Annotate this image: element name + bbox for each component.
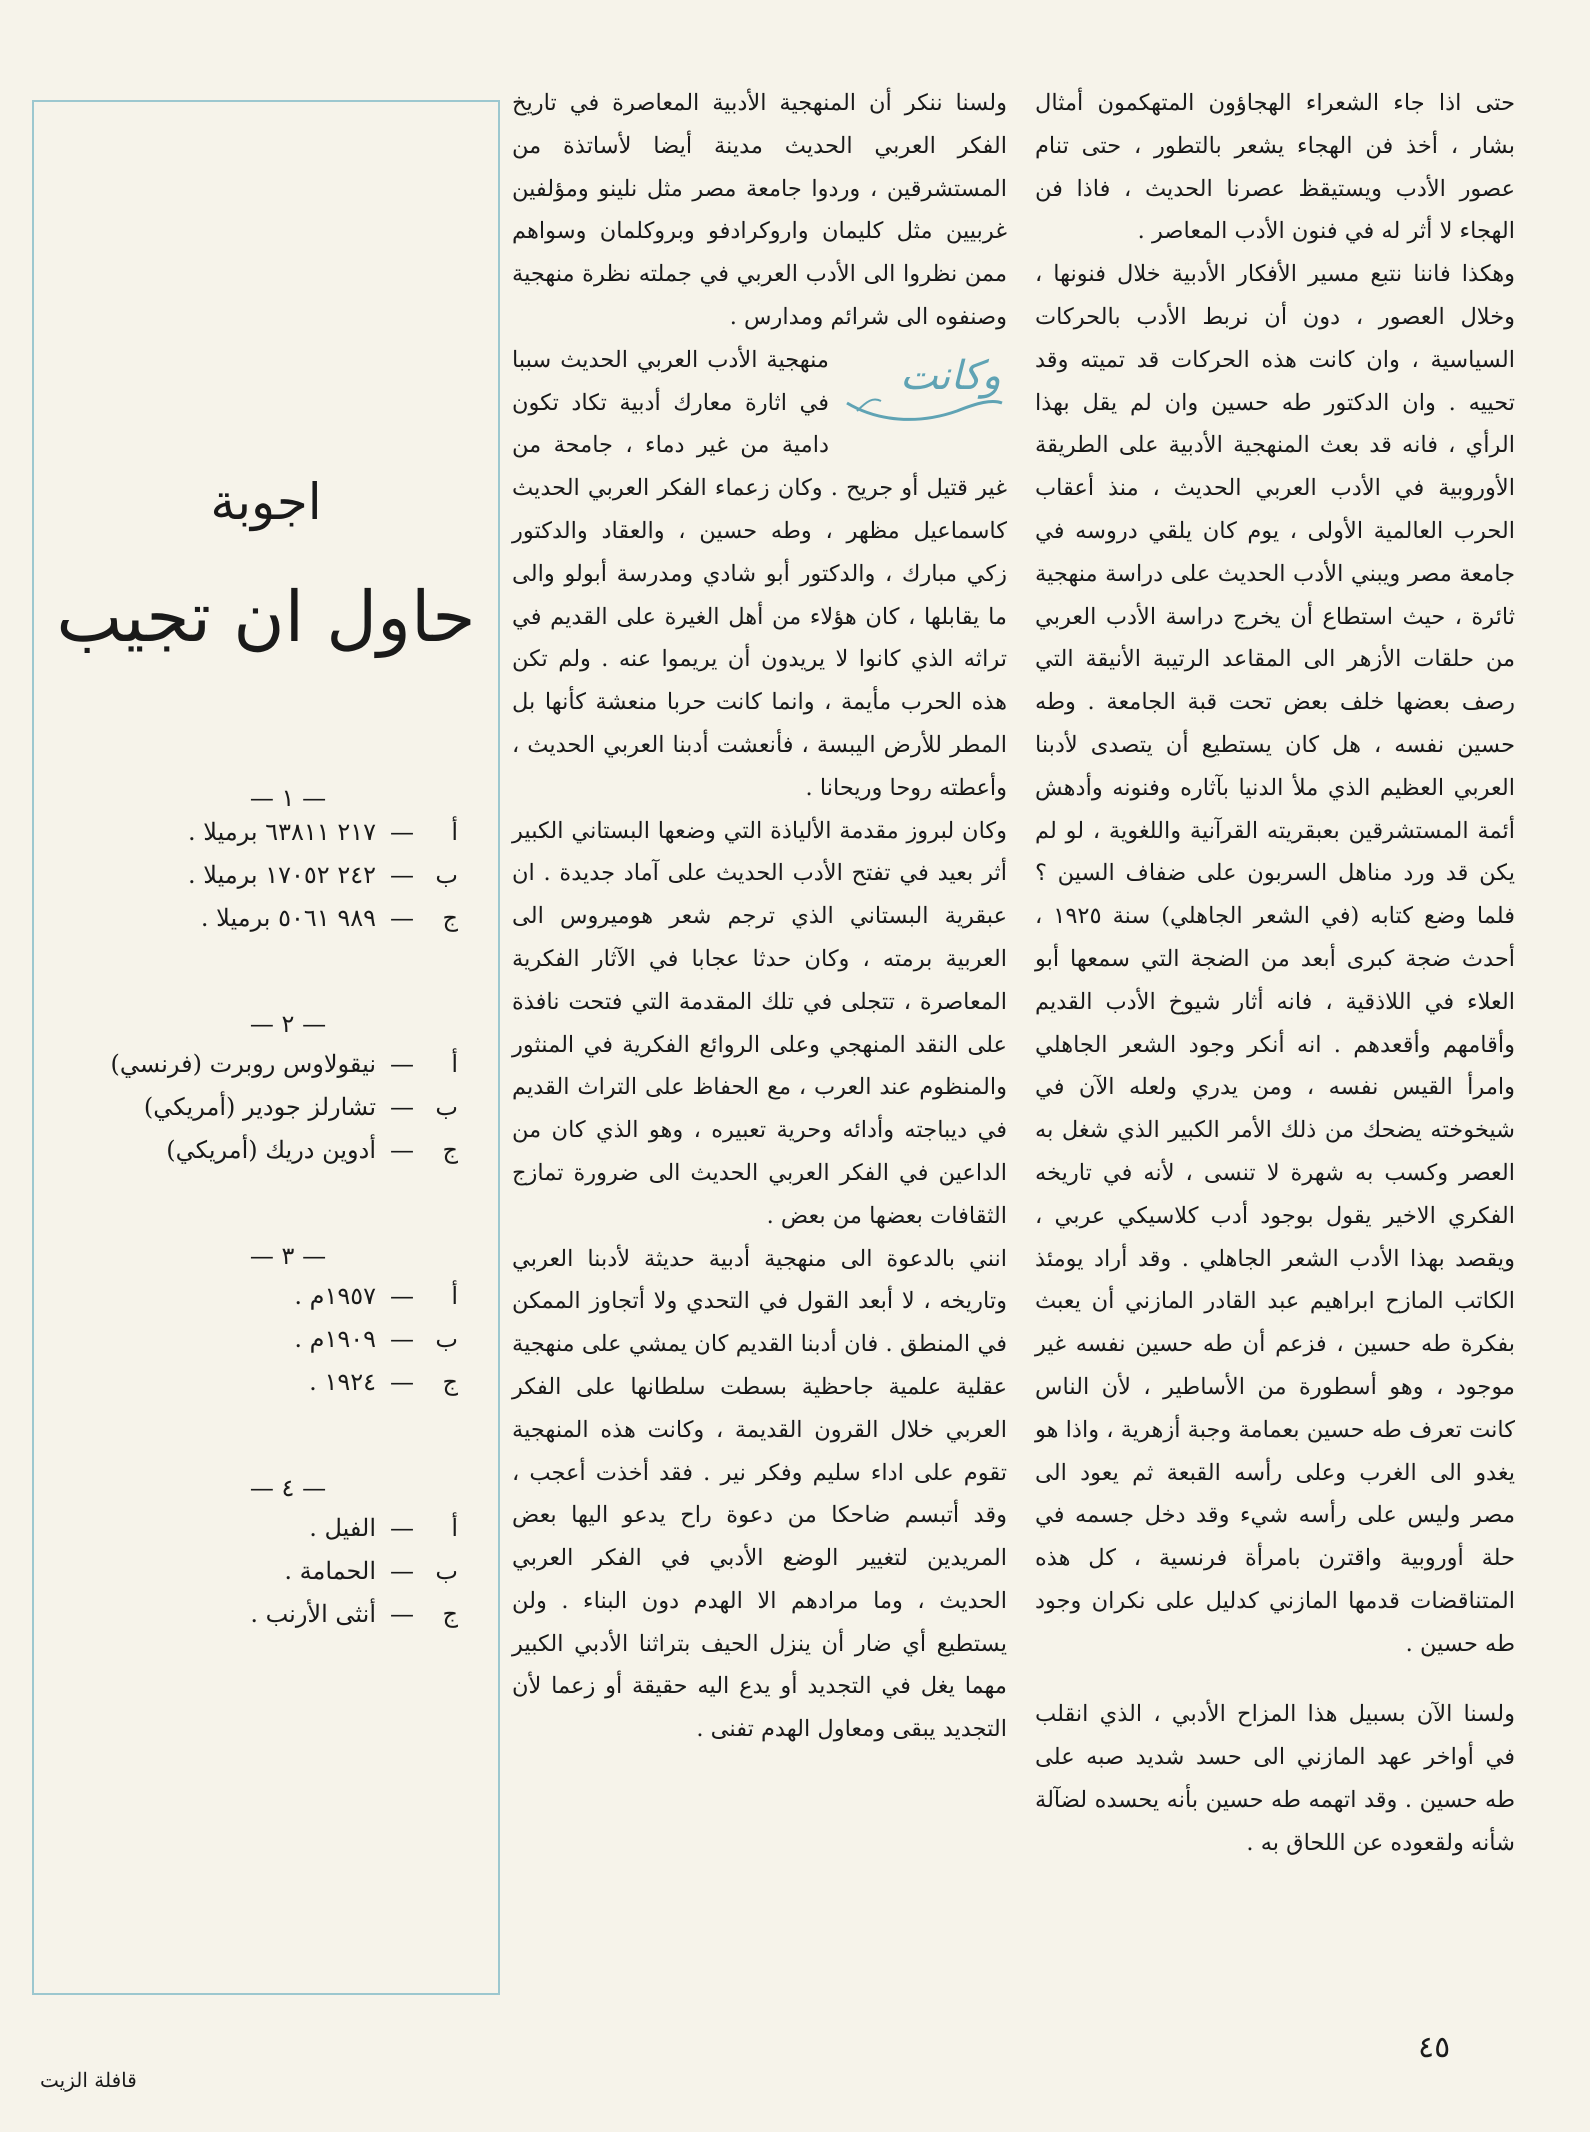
answer-item: ب—تشارلز جودير (أمريكي) xyxy=(144,1087,458,1127)
article-paragraph: انني بالدعوة الى منهجية أدبية حديثة لأدبنا العربي وتاريخه ، لا أبعد القول في التحدي ولا أتجاوز الممكن في المنطق . فان أدبنا القديم كان يمشي على منهجية عقلية علمية جاحظية بسطت سلطانها على الفكر العربي خلال القرون القديمة ، وكانت هذه المنهجية تقوم على اداء سليم وفكر نير . فقد أخذت أعجب ، وقد أتبسم ضاحكا من دعوة راح يدعو اليها بعض المريدين لتغيير الوضع الأدبي في الفكر العربي الحديث ، وما مرادهم الا الهدم دون البناء . ولن يستطيع أي ضار أن ينزل الحيف بتراثنا الأدبي الكبير مهما يغل في التجديد أو يدع اليه حقيقة أو زعما لأن التجديد يبقى ومعاول الهدم تفنى . xyxy=(512,1245,1007,1743)
lead-paragraph-text: منهجية الأدب العربي الحديث سببا في اثارة معارك أدبية تكاد تكون دامية من غير دماء ، جامحة من غير قتيل أو جريح . وكان زعماء الفكر العربي الحديث كاسماعيل مظهر ، وطه حسين ، والعقاد والدكتور زكي مبارك ، والدكتور أبو شادي ومدرسة أبولو والى ما يقابلها ، كان هؤلاء من أهل الغيرة على القديم في تراثه الذي كانوا لا يريدون أن يريموا عنه . ولم تكن هذه الحرب مأيمة ، وانما كانت حربا منعشة كأنها بل المطر للأرض اليبسة ، فأنعشت أدبنا العربي الحديث ، وأعطته روحا وريحانا . xyxy=(512,346,1007,801)
answer-item: ب—١٩٠٩م . xyxy=(294,1319,458,1359)
answer-text: نيقولاوس روبرت (فرنسي) xyxy=(110,1050,376,1078)
answer-item: أ—١٩٥٧م . xyxy=(294,1276,458,1316)
answer-item: أ—٢١٧ ٦٣٨١١ برميلا . xyxy=(188,812,458,852)
answer-group-number: — ٣ — xyxy=(249,1242,327,1270)
answer-text: الفيل . xyxy=(309,1514,376,1542)
decorative-lead-word xyxy=(837,341,1007,441)
page-number: ٤٥ xyxy=(1418,2030,1451,2065)
magazine-name: قافلة الزيت xyxy=(40,2068,137,2092)
answer-item: أ—نيقولاوس روبرت (فرنسي) xyxy=(110,1044,458,1084)
answer-letter: ج xyxy=(442,904,458,932)
answer-item: ج—١٩٢٤ . xyxy=(309,1362,458,1402)
answer-letter: ب xyxy=(435,861,458,889)
answer-letter: أ xyxy=(451,1050,458,1078)
answers-subtitle: حاول ان تجيب xyxy=(56,576,476,658)
answer-group-number: — ١ — xyxy=(249,784,327,812)
answer-text: الحمامة . xyxy=(284,1557,376,1585)
article-right-column xyxy=(1035,82,1515,1865)
answer-text: ٢٤٢ ١٧٠٥٢ برميلا . xyxy=(188,861,376,889)
answer-text: أنثى الأرنب . xyxy=(250,1600,376,1628)
answer-item: ج—أنثى الأرنب . xyxy=(250,1594,458,1634)
answer-group-number: — ٢ — xyxy=(249,1010,327,1038)
answer-letter: ب xyxy=(435,1093,458,1121)
answer-letter: ب xyxy=(435,1325,458,1353)
answer-text: أدوين دريك (أمريكي) xyxy=(166,1136,376,1164)
article-paragraph: ولسنا الآن بسبيل هذا المزاح الأدبي ، الذي انقلب في أواخر عهد المازني الى حسد شديد صبه على طه حسين . وقد اتهمه طه حسين بأنه يحسده لضآلة شأنه ولقعوده عن اللحاق به . xyxy=(1035,1701,1515,1856)
answer-item: أ—الفيل . xyxy=(309,1508,458,1548)
answer-item: ج—أدوين دريك (أمريكي) xyxy=(166,1130,458,1170)
article-middle-column xyxy=(512,82,1007,1751)
answers-box xyxy=(32,100,500,1995)
answer-letter: ج xyxy=(442,1136,458,1164)
answer-letter: ب xyxy=(435,1557,458,1585)
answer-letter: أ xyxy=(451,1514,458,1542)
answer-letter: ج xyxy=(442,1368,458,1396)
answer-text: ١٩٠٩م . xyxy=(294,1325,376,1353)
answer-text: ٢١٧ ٦٣٨١١ برميلا . xyxy=(188,818,376,846)
article-paragraph: ولسنا ننكر أن المنهجية الأدبية المعاصرة في تاريخ الفكر العربي الحديث مدينة أيضا لأساتذة من المستشرقين ، وردوا جامعة مصر مثل نلينو ومؤلفين غربيين مثل كليمان واروكرادفو وبروكلمان وسواهم ممن نظروا الى الأدب العربي في جملته نظرة منهجية وصنفوه الى شرائم ومدارس . xyxy=(512,90,1007,330)
article-paragraph: وكان لبروز مقدمة الألياذة التي وضعها البستاني الكبير أثر بعيد في تفتح الأدب الحديث على آماد جديدة . ان عبقرية البستاني الذي ترجم شعر هوميروس الى العربية برمته ، وكان حدثا عجابا في الآثار الفكرية المعاصرة ، تتجلى في تلك المقدمة التي فتحت نافذة على النقد المنهجي وعلى الروائع الفكرية في المنثور والمنظوم عند العرب ، مع الحفاظ على التراث القديم في ديباجته وأدائه وحرية تعبيره ، وهو الذي كان من الداعين في الفكر العربي الحديث الى ضرورة تمازج الثقافات بعضها من بعض . xyxy=(512,817,1007,1229)
lead-word: وكانت xyxy=(900,352,1001,399)
answer-text: ٩٨٩ ٥٠٦١ برميلا . xyxy=(200,904,376,932)
article-paragraph xyxy=(512,339,1007,810)
answer-item: ب—٢٤٢ ١٧٠٥٢ برميلا . xyxy=(188,855,458,895)
answers-title: اجوبة xyxy=(210,473,322,531)
article-paragraph: وهكذا فاننا نتبع مسير الأفكار الأدبية خلال فنونها ، وخلال العصور ، دون أن نربط الأدب بالحركات السياسية ، وان كانت هذه الحركات قد تميته وقد تحييه . وان الدكتور طه حسين وان لم يقل بهذا الرأي ، فانه قد بعث المنهجية الأدبية على الطريقة الأوروبية في الأدب العربي الحديث ، منذ أعقاب الحرب العالمية الأولى ، يوم كان يلقي دروسه في جامعة مصر ويبني الأدب الحديث على دراسة منهجية ثائرة ، حيث استطاع أن يخرج دراسة الأدب العربي من حلقات الأزهر الى المقاعد الرتيبة الأنيقة التي رصف بعضها خلف بعض تحت قبة الجامعة . وطه حسين نفسه ، هل كان يستطيع أن يتصدى لأدبنا العربي العظيم الذي ملأ الدنيا بآثاره وفنونه وأدهش أئمة المستشرقين بعبقريته القرآنية واللغوية ، لو لم يكن قد ورد مناهل السربون على ضفاف السين ؟ فلما وضع كتابه (في الشعر الجاهلي) سنة ١٩٢٥ ، أحدث ضجة كبرى أبعد من الضجة التي سمعها أبو العلاء في اللاذقية ، فانه أثار شيوخ الأدب القديم وأقامهم وأقعدهم . انه أنكر وجود الشعر الجاهلي وامرأ القيس نفسه ، ومن يدري ولعله الآن في شيخوخته يضحك من ذلك الأمر الكبير الذي شغل به العصر وكسب به شهرة لا تنسى ، لأنه في تاريخه الفكري الاخير يقول بوجود أدب كلاسيكي عربي ، ويقصد بهذا الأدب الشعر الجاهلي . وقد أراد يومئذ الكاتب المازح ابراهيم عبد القادر المازني أن يعبث بفكرة طه حسين ، فزعم أن طه حسين نفسه غير موجود ، وهو أسطورة من الأساطير ، لأن الناس كانت تعرف طه حسين بعمامة وجبة أزهرية ، واذا هو يغدو الى الغرب وعلى رأسه القبعة ثم يعود الى مصر وليس على رأسه شيء وقد دخل جسمه في حلة أوروبية واقترن بامرأة فرنسية ، كل هذه المتناقضات قدمها المازني كدليل على نكران وجود طه حسين . xyxy=(1035,261,1515,1657)
answer-item: ب—الحمامة . xyxy=(284,1551,458,1591)
answer-text: تشارلز جودير (أمريكي) xyxy=(143,1093,376,1121)
answer-letter: أ xyxy=(451,1282,458,1310)
answer-letter: أ xyxy=(451,818,458,846)
answer-text: ١٩٢٤ . xyxy=(309,1368,376,1396)
answer-group-number: — ٤ — xyxy=(249,1474,327,1502)
answer-letter: ج xyxy=(442,1600,458,1628)
answer-item: ج—٩٨٩ ٥٠٦١ برميلا . xyxy=(201,898,458,938)
article-paragraph: حتى اذا جاء الشعراء الهجاؤون المتهكمون أمثال بشار ، أخذ فن الهجاء يشعر بالتطور ، حتى تنام عصور الأدب ويستيقظ عصرنا الحديث ، فاذا فن الهجاء لا أثر له في فنون الأدب المعاصر . xyxy=(1035,90,1515,245)
answer-text: ١٩٥٧م . xyxy=(294,1282,376,1310)
